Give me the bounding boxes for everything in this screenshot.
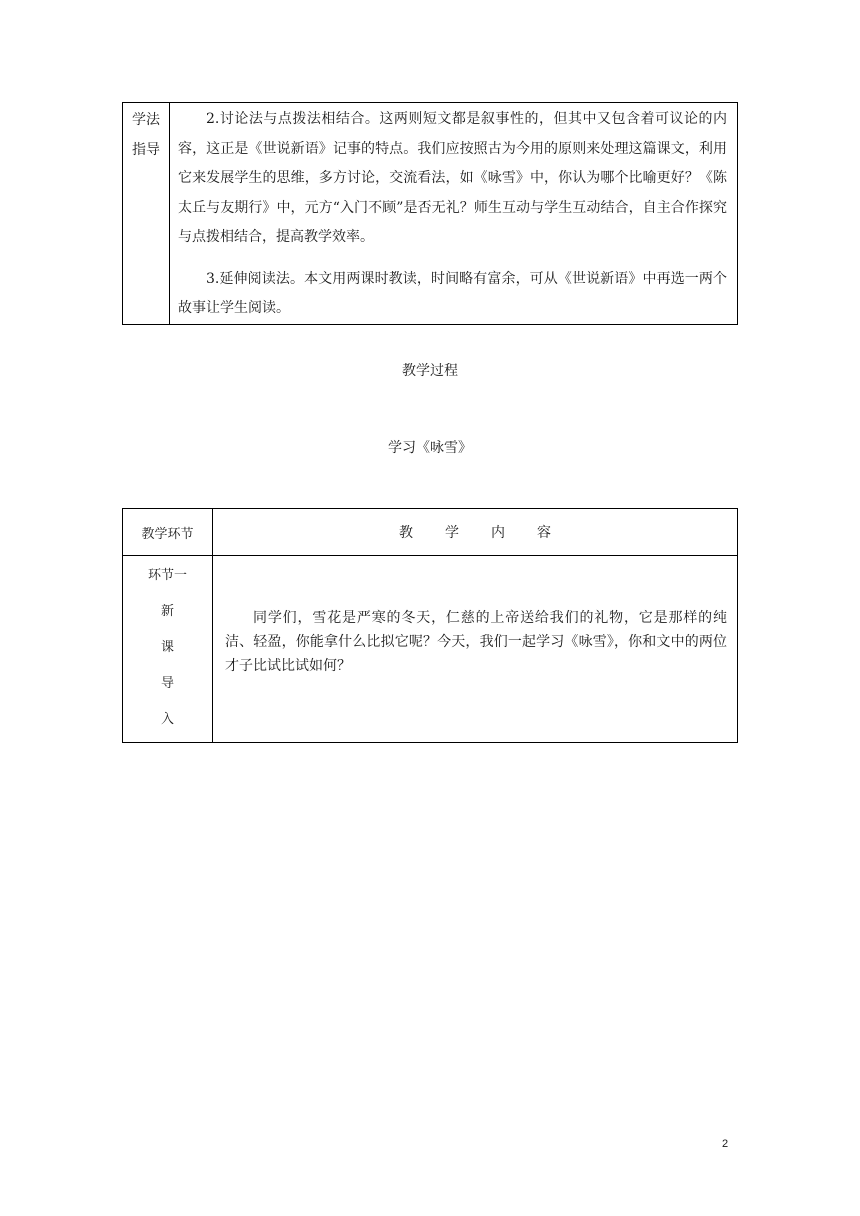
stage-line-2: 新 (160, 604, 174, 619)
lesson-title: 学习《咏雪》 (388, 440, 472, 456)
stage-cell (123, 556, 213, 743)
method-content-cell (170, 103, 738, 325)
method-label-cell (123, 103, 170, 325)
header-content-char-2: 学 (445, 525, 459, 541)
header-stage-cell: 教学环节 (123, 509, 213, 556)
stage-line-5: 入 (160, 712, 174, 727)
stage-line-3: 课 (160, 640, 174, 655)
page-number: 2 (722, 1138, 729, 1150)
teaching-process-table (122, 508, 738, 743)
method-paragraph-3: 3.延伸阅读法。本文用两课时教读，时间略有富余，可从《世说新语》中再选一两个故事让学生阅读。 (178, 270, 727, 316)
section-title: 教学过程 (402, 363, 458, 379)
stage-line-4: 导 (160, 676, 174, 691)
header-content-char-1: 教 (399, 525, 413, 541)
header-content-char-3: 内 (491, 525, 505, 541)
method-guidance-table (122, 102, 738, 325)
method-label-line1: 学法 (132, 112, 160, 128)
stage-content-text: 同学们，雪花是严寒的冬天，仁慈的上帝送给我们的礼物，它是那样的纯洁、轻盈，你能拿什么比拟它呢？今天，我们一起学习《咏雪》，你和文中的两位才子比试比试如何？ (225, 610, 727, 674)
stage-content-cell (213, 556, 738, 743)
method-paragraph-2: 2.讨论法与点拨法相结合。这两则短文都是叙事性的，但其中又包含着可议论的内容，这正是《世说新语》记事的特点。我们应按照古为今用的原则来处理这篇课文，利用它来发展学生的思维，多方讨论，交流看法，如《咏雪》中，你认为哪个比喻更好？《陈太丘与友期行》中，元方“入门不顾”是否无礼？师生互动与学生互动结合，自主合作探究与点拨相结合，提高教学效率。 (178, 111, 727, 245)
method-label-line2: 指导 (132, 142, 160, 158)
stage-line-1: 环节一 (147, 568, 187, 583)
header-content-cell (213, 509, 738, 556)
header-content-char-4: 容 (537, 525, 551, 541)
